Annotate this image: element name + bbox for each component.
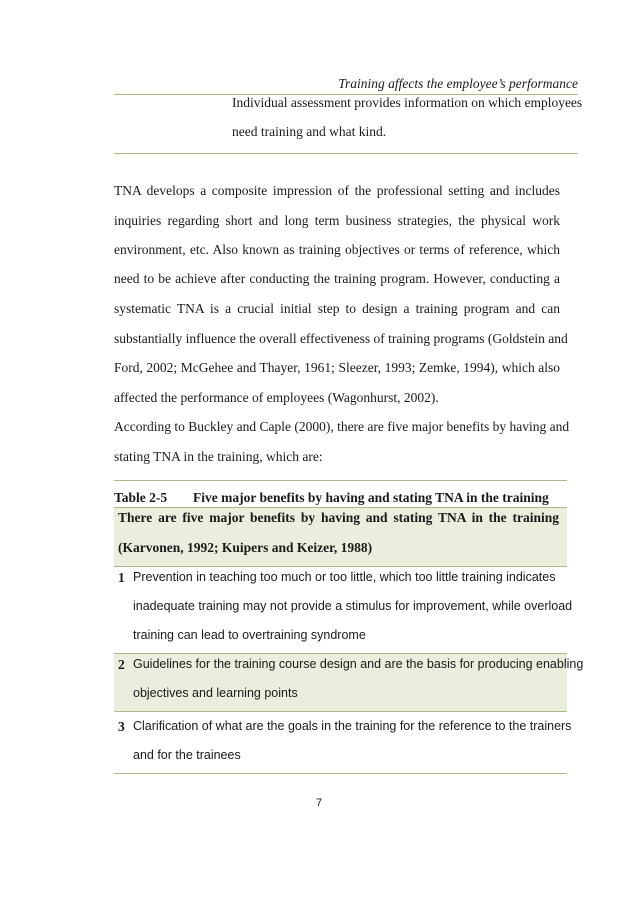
top-box-line-2: need training and what kind.	[232, 124, 387, 139]
paragraph-1-line: TNA develops a composite impression of the professional setting and includes	[114, 183, 560, 198]
table-header-line-1: There are five major benefits by having and stating TNA in the training	[118, 510, 559, 525]
table-header-rule	[114, 566, 567, 567]
paragraph-1-line: substantially influence the overall effectiveness of training programs (Goldstein and	[114, 331, 568, 346]
paragraph-1-line: need to be achieve after conducting the training program. However, conducting a	[114, 271, 560, 286]
table-top-rule	[114, 480, 567, 481]
table-row-text: objectives and learning points	[133, 686, 298, 700]
top-box-line-1: Individual assessment provides information on which employees	[232, 95, 583, 110]
table-row-number: 1	[118, 570, 125, 585]
table-row-number: 2	[118, 657, 125, 672]
table-row-rule	[114, 653, 567, 654]
table-row-number: 3	[118, 719, 125, 734]
paragraph-1-line: inquiries regarding short and long term business strategies, the physical work	[114, 213, 560, 228]
table-row-text: training can lead to overtraining syndrome	[133, 628, 366, 642]
table-bottom-rule	[114, 773, 567, 774]
paragraph-1-line: systematic TNA is a crucial initial step to design a training program and can	[114, 301, 560, 316]
table-row-text: and for the trainees	[133, 748, 241, 762]
table-caption-label: Table 2-5	[114, 490, 168, 505]
paragraph-1-line: affected the performance of employees (Wagonhurst, 2002).	[114, 390, 439, 405]
table-row-text: Clarification of what are the goals in the training for the reference to the trainers	[133, 719, 572, 733]
top-box-bottom-rule	[114, 153, 578, 154]
table-header-line-2: (Karvonen, 1992; Kuipers and Keizer, 1988)	[118, 540, 373, 555]
page-number: 7	[315, 797, 323, 809]
paragraph-2-line: stating TNA in the training, which are:	[114, 449, 323, 464]
table-row-rule	[114, 711, 567, 712]
table-row-text: Guidelines for the training course design and are the basis for producing enabling	[133, 657, 584, 671]
running-header: Training affects the employee’s performance	[338, 76, 578, 91]
table-caption-text: Five major benefits by having and stating TNA in the training	[193, 490, 549, 505]
table-caption-rule	[114, 507, 567, 508]
table-row-text: Prevention in teaching too much or too little, which too little training indicates	[133, 570, 556, 584]
paragraph-1-line: Ford, 2002; McGehee and Thayer, 1961; Sleezer, 1993; Zemke, 1994), which also	[114, 360, 560, 375]
paragraph-2-line: According to Buckley and Caple (2000), there are five major benefits by having and	[114, 419, 570, 434]
paragraph-1-line: environment, etc. Also known as training objectives or terms of reference, which	[114, 242, 560, 257]
table-row-text: inadequate training may not provide a stimulus for improvement, while overload	[133, 599, 573, 613]
